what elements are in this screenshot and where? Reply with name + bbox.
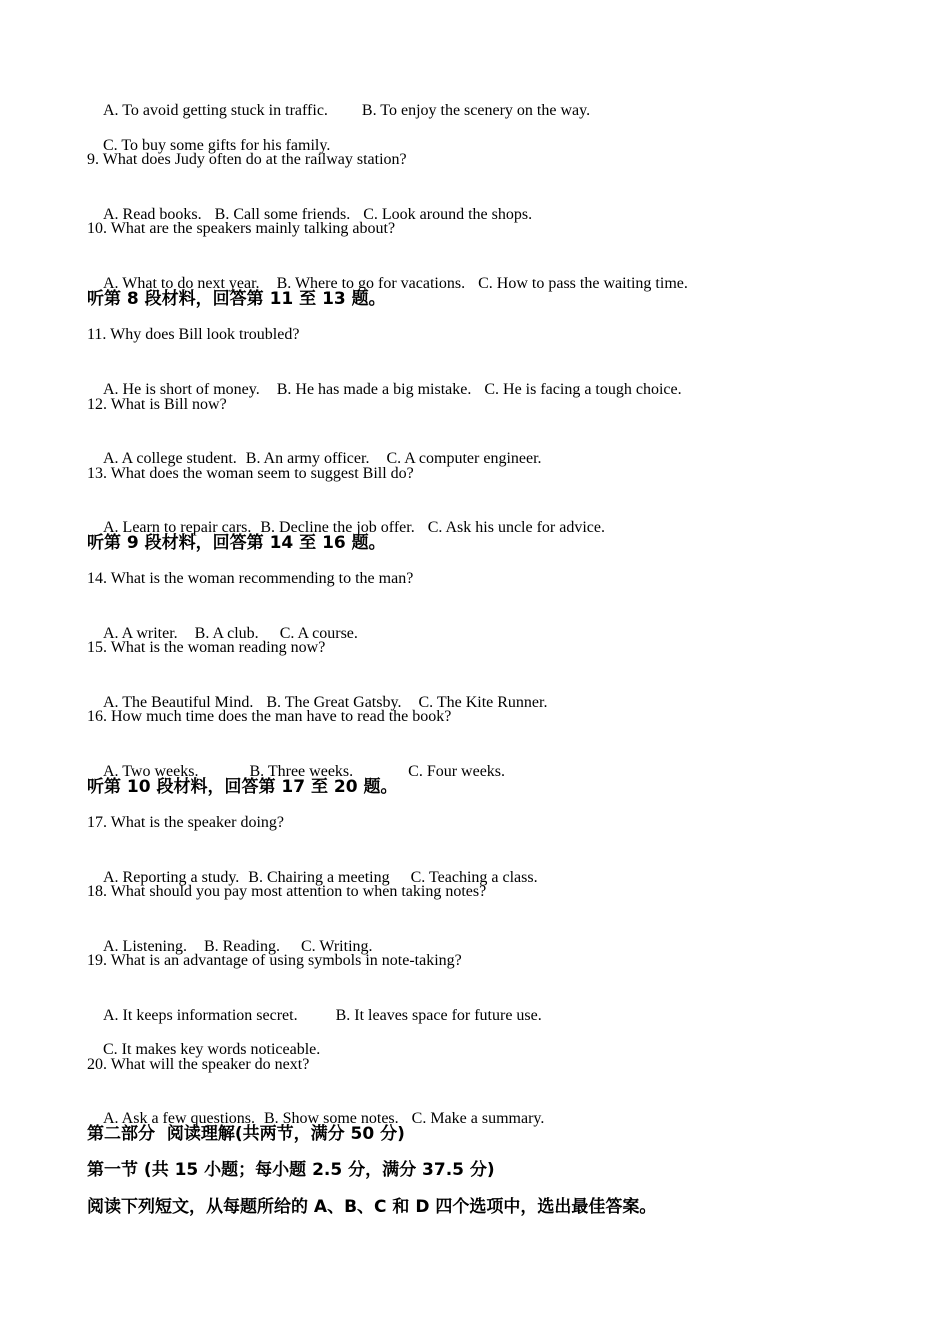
q17-option-b: B. Chairing a meeting	[248, 869, 390, 886]
q18-question: 18. What should you pay most attention to when taking notes?	[87, 883, 487, 900]
q14-question: 14. What is the woman recommending to the man?	[87, 570, 414, 587]
q15-option-b: B. The Great Gatsby.	[266, 694, 402, 711]
q11-option-b: B. He has made a big mistake.	[276, 381, 472, 398]
q11-question: 11. Why does Bill look troubled?	[87, 326, 300, 343]
q19-option-c: C. It makes key words noticeable.	[103, 1041, 321, 1058]
q18-option-a: A. Listening.	[103, 938, 187, 955]
q12-question: 12. What is Bill now?	[87, 396, 227, 413]
part2-heading: 第二部分 阅读理解(共两节，满分 50 分)	[87, 1124, 405, 1144]
q18-option-c: C. Writing.	[301, 938, 373, 955]
q14-option-c: C. A course.	[279, 625, 358, 642]
q10-option-c: C. How to pass the waiting time.	[478, 275, 688, 292]
q15-option-c: C. The Kite Runner.	[418, 694, 548, 711]
reading-instructions: 阅读下列短文，从每题所给的 A、B、C 和 D 四个选项中，选出最佳答案。	[87, 1197, 657, 1217]
q20-option-a: A. Ask a few questions.	[103, 1110, 255, 1127]
q8-option-c: C. To buy some gifts for his family.	[103, 137, 331, 154]
q13-question: 13. What does the woman seem to suggest Bill do?	[87, 465, 414, 482]
q13-option-a: A. Learn to repair cars.	[103, 519, 252, 536]
q10-question: 10. What are the speakers mainly talking about?	[87, 220, 396, 237]
q19-option-a: A. It keeps information secret.	[103, 1007, 298, 1024]
q13-option-b: B. Decline the job offer.	[260, 519, 415, 536]
section1-heading: 第一节 (共 15 小题；每小题 2.5 分，满分 37.5 分)	[87, 1160, 495, 1180]
q19-option-b: B. It leaves space for future use.	[335, 1007, 542, 1024]
q17-option-c: C. Teaching a class.	[410, 869, 538, 886]
q16-option-c: C. Four weeks.	[408, 763, 506, 780]
q17-option-a: A. Reporting a study.	[103, 869, 240, 886]
q9-option-c: C. Look around the shops.	[363, 206, 533, 223]
q14-option-b: B. A club.	[194, 625, 259, 642]
q9-option-b: B. Call some friends.	[214, 206, 351, 223]
section-heading-8: 听第 8 段材料，回答第 11 至 13 题。	[87, 289, 386, 309]
q11-option-a: A. He is short of money.	[103, 381, 260, 398]
q9-option-a: A. Read books.	[103, 206, 202, 223]
q13-option-c: C. Ask his uncle for advice.	[427, 519, 605, 536]
q10-option-a: A. What to do next year.	[103, 275, 260, 292]
q20-option-c: C. Make a summary.	[411, 1110, 545, 1127]
q12-option-a: A. A college student.	[103, 450, 237, 467]
q10-option-b: B. Where to go for vacations.	[276, 275, 466, 292]
q8-option-a: A. To avoid getting stuck in traffic.	[103, 102, 328, 119]
q20-option-b: B. Show some notes.	[263, 1110, 399, 1127]
q15-option-a: A. The Beautiful Mind.	[103, 694, 254, 711]
q16-option-a: A. Two weeks.	[103, 763, 199, 780]
section-heading-10: 听第 10 段材料，回答第 17 至 20 题。	[87, 777, 398, 797]
q18-option-b: B. Reading.	[204, 938, 280, 955]
q14-option-a: A. A writer.	[103, 625, 178, 642]
q17-question: 17. What is the speaker doing?	[87, 814, 284, 831]
q15-question: 15. What is the woman reading now?	[87, 639, 326, 656]
q11-option-c: C. He is facing a tough choice.	[484, 381, 682, 398]
q12-option-c: C. A computer engineer.	[386, 450, 542, 467]
q12-option-b: B. An army officer.	[245, 450, 370, 467]
section-heading-9: 听第 9 段材料，回答第 14 至 16 题。	[87, 533, 386, 553]
q8-option-b: B. To enjoy the scenery on the way.	[361, 102, 591, 119]
q19-question: 19. What is an advantage of using symbols in note-taking?	[87, 952, 462, 969]
q20-question: 20. What will the speaker do next?	[87, 1056, 310, 1073]
q9-question: 9. What does Judy often do at the railway station?	[87, 151, 407, 168]
q16-option-b: B. Three weeks.	[249, 763, 354, 780]
q16-question: 16. How much time does the man have to read the book?	[87, 708, 452, 725]
